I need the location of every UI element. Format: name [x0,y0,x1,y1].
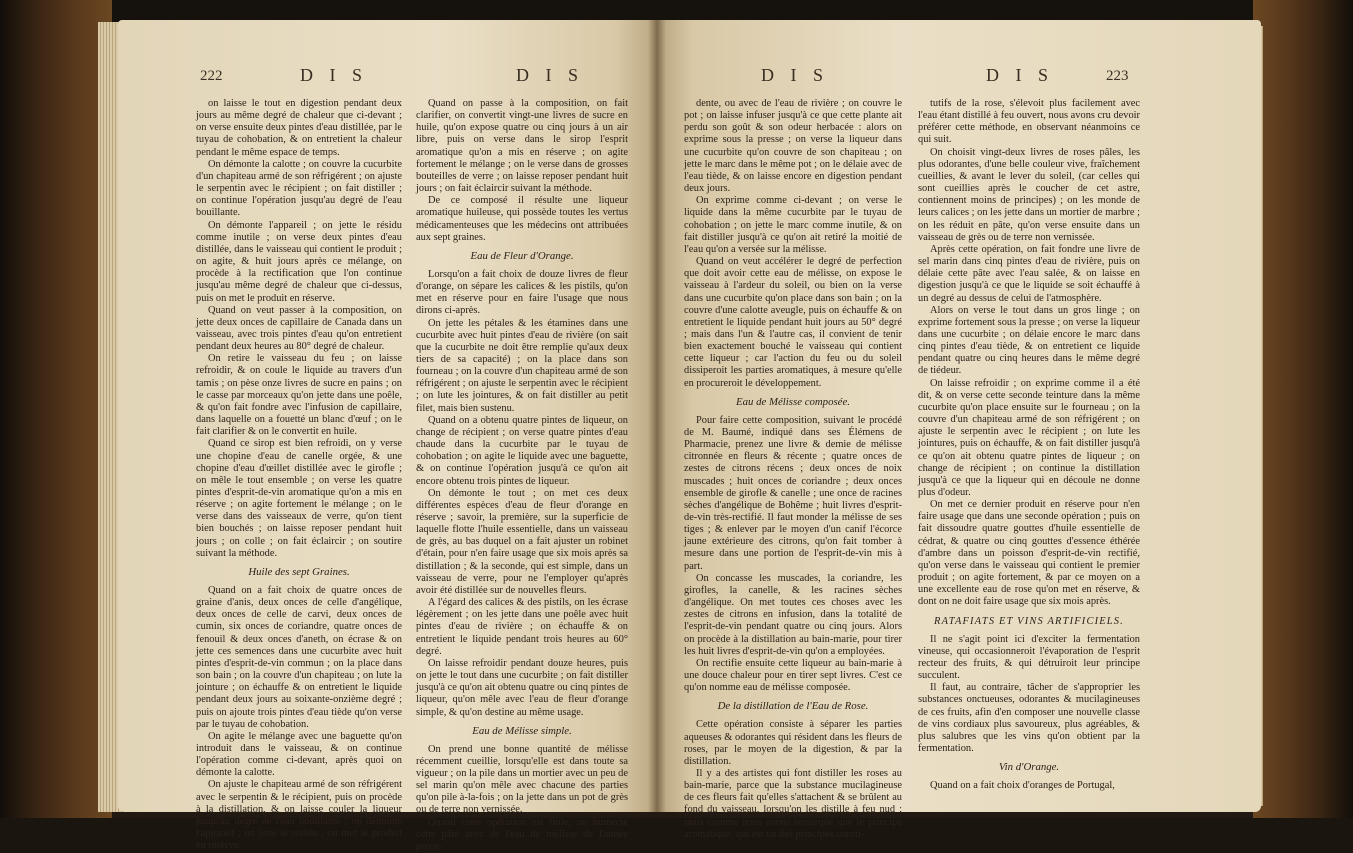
paragraph: On démonte l'appareil ; on jette le résidu comme inutile ; on verse deux pintes d'eau distillée, dans le vaisseau qui contient le produit ; on agite, & huit jours après ce mélange, on procède à la rectification que l'on continue jusqu'au même degré de chaleur que ci-dessus, puis on met le produit en réserve. [196,219,402,304]
section-heading: Huile des sept Graines. [248,565,350,578]
paragraph: Cette opération consiste à séparer les parties aqueuses & odorantes qui résident dans les fleurs de roses, par le moyen de la digestion, & par la distillation. [684,719,902,767]
running-head-right-col1: D I S [761,65,830,85]
left-page [118,20,658,852]
paragraph: On exprime comme ci-devant ; on verse le liquide dans la même cucurbite par le tuyau de cohobation ; on jette le marc comme inutile, & on fait distiller jusqu'à ce qu'on ait retiré la moitié de l'eau qu'on a versée sur la mélisse. [684,195,902,255]
page-number-left: 222 [200,68,223,84]
paragraph: Il y a des artistes qui font distiller les roses au bain-marie, parce que la substance mucilagineuse de ces fleurs fait qu'elles s'attachent & se brûlent au fond du vaisseau, lorsqu'on les distille à feu nud ; mais comme nous avons remarqué que le principe aromatique, qui est un des principes consti- [684,767,902,840]
book-cover-right [1253,0,1353,818]
paragraph: On concasse les muscades, la coriandre, les girofles, la canelle, & les racines sèches d'angélique. On met toutes ces choses avec les zestes de citrons en infusion, dans la totalité de l'esprit-de-vin pendant quatre ou cinq jours. Alors on procède à la distillation au bain-marie, pour tirer les huit livres d'esprit-de-vin qu'on a employées. [684,572,902,657]
paragraph: On rectifie ensuite cette liqueur au bain-marie à une douce chaleur pour en tirer sept livres. C'est ce qu'on nomme eau de mélisse composée. [684,657,902,694]
section-heading: Vin d'Orange. [998,761,1060,774]
paragraph: On retire le vaisseau du feu ; on laisse refroidir, & on coule le liquide au travers d'un tamis ; on pèse onze livres de sucre en pains ; on le casse par morceaux qu'on jette dans une poêle, & qu'on fait fondre avec l'infusion de capillaire, dans laquelle on a fouetté un blanc d'œuf ; on le fait clarifier & on le convertit en huile. [196,353,402,438]
right-page [656,20,1261,840]
paragraph: Quand on a fait choix d'oranges de Portugal, [930,780,1115,792]
book-gutter [648,20,666,812]
paragraph: On laisse refroidir pendant douze heures, puis on jette le tout dans une cucurbite ; on fait distiller jusqu'à ce qu'on ait obtenu quatre ou cinq pintes de liqueur, qu'on mêle avec l'eau de fleur d'orange simple, & qu'on destine au même usage. [416,657,628,718]
paragraph: Quand on veut accélérer le degré de perfection que doit avoir cette eau de mélisse, on expose le vaisseau à l'ardeur du soleil, ou bien on la verse dans une cucurbite qu'on place dans son bain ; on la couvre d'une calotte aveugle, puis on échauffe & on entretient le liquide pendant huit jours au 50° degré ; mais dans l'un & l'autre cas, il convient de tenir bien exactement bouché le vaisseau qui contient cette liqueur ; car l'action du feu ou du soleil dissiperoit les parties aromatiques, à mesure qu'elle en procureroit le développement. [684,256,902,389]
section-heading: RATAFIATS ET VINS ARTIFICIELS. [934,615,1124,627]
paragraph: On jette les pétales & les étamines dans une cucurbite avec huit pintes d'eau de rivière (on sait que la cucurbite ne doit être remplie qu'aux deux tiers de sa capacité) ; on la place dans son fourneau ; on la couvre d'un chapiteau armé de son réfrigérent ; on ajuste le serpentin avec le récipient ; on lute les jointures, & on fait distiller au petit filet, mais bien sustenu. [416,317,628,414]
paragraph: Il ne s'agit point ici d'exciter la fermentation vineuse, qui occasionneroit l'évaporation de l'esprit recteur des fruits, & qui détruiroit leur principe succulent. [918,633,1140,682]
paragraph: Quand on a obtenu quatre pintes de liqueur, on change de récipient ; on verse quatre pintes d'eau chaude dans la cucurbite par le tuyau de cohobation ; on agite le liquide avec une baguette, & on continue l'opération jusqu'à ce qu'on ait encore obtenu trois pintes de liqueur. [416,414,628,487]
left-page-column-1 [196,98,402,852]
paragraph: On démonte la calotte ; on couvre la cucurbite d'un chapiteau armé de son réfrigérent ; on ajuste le serpentin avec le récipient ; on fait distiller ; on continue l'opération jusqu'au degré de l'eau bouillante. [196,158,402,219]
running-head-left-col1: D I S [300,65,369,85]
left-page-column-2 [416,98,628,852]
paragraph: On laisse refroidir ; on exprime comme il a été dit, & on verse cette seconde teinture dans la même cucurbite qu'on place ensuite sur le fourneau ; on la couvre d'un chapiteau armé de son réfrigérent ; on ajuste le serpentin avec le récipient ; on lute les jointures, puis on échauffe, & on fait distiller jusqu'à ce qu'on ait obtenu quatre pintes de liqueur ; on change de récipient ; on continue la distillation jusqu'à ce que la liqueur qui en découle ne donne plus d'odeur. [918,377,1140,498]
paragraph: A l'égard des calices & des pistils, on les écrase légèrement ; on les jette dans une poêle avec huit pintes d'eau de rivière ; on échauffe & on entretient le liquide pendant trois heures au 60° degré. [416,597,628,657]
paragraph: De ce composé il résulte une liqueur aromatique huileuse, qui possède toutes les vertus médicamenteuses que les médecins ont attribuées aux sept graines. [416,195,628,243]
paragraph: tutifs de la rose, s'élevoit plus facilement avec l'eau étant distillé à feu ouvert, nous avons cru devoir préférer cette méthode, en observant néanmoins ce qui suit. [918,98,1140,146]
book-cover-left [0,0,112,818]
right-page-column-1 [684,98,902,840]
paragraph: On démonte le tout ; on met ces deux différentes espèces d'eau de fleur d'orange en réserve ; savoir, la première, sur la superficie de laquelle flotte l'huile essentielle, dans un vaisseau de grès, au bas duquel on a fait ajuster un robinet d'étain, pour n'en faire usage que six mois après sa distillation ; & la seconde, qui est simple, dans un vaisseau de verre, pour ne l'employer qu'après avoir été distillée sur de nouvelles fleurs. [416,487,628,596]
paragraph: On choisit vingt-deux livres de roses pâles, les plus odorantes, d'une belle couleur vive, fraîchement cueillies, & avant le lever du soleil, (car celles qui sont cueillies après le coucher de cet astre, contiennent moins de principes) ; on les monde de leurs calices ; on les jette dans un mortier de marbre ; on les réduit en pâte, qu'on verse ensuite dans un vaisseau de grès ou de terre non vernissée. [918,146,1140,243]
running-head-left-col2: D I S [516,65,585,85]
section-heading: Eau de Mélisse composée. [736,395,850,408]
paragraph: On met ce dernier produit en réserve pour n'en faire usage que dans une seconde opération ; puis on fait dissoudre quatre gouttes d'huile essentielle de cédrat, & quatre ou cinq gouttes d'essence éthérée d'ambre dans un poisson d'esprit-de-vin rectifié, qu'on verse dans le vaisseau qui contient le premier produit ; on agite fortement, & par ce moyen on a une excellente eau de rose qu'on met en réserve, & dont on ne doit faire usage que six mois après. [918,499,1140,608]
section-heading: Eau de Fleur d'Orange. [470,249,574,262]
paragraph: on laisse le tout en digestion pendant deux jours au même degré de chaleur que ci-devant ; on verse ensuite deux pintes d'eau distillée, par le tuyau de cohobation, & on entretient la chaleur pendant le même espace de temps. [196,98,402,158]
paragraph: Quand on veut passer à la composition, on jette deux onces de capillaire de Canada dans un vaisseau, avec trois pintes d'eau qu'on entretient pendant deux heures au 80° degré de chaleur. [196,304,402,353]
paragraph: On agite le mélange avec une baguette qu'on introduit dans le vaisseau, & on continue l'opération comme ci-devant, après quoi on démonte la calotte. [196,730,402,779]
paragraph: Quand on passe à la composition, on fait clarifier, on convertit vingt-une livres de sucre en huile, qu'on expose quatre ou cinq jours à un air libre, puis on verse dans le sirop l'esprit aromatique qu'on a mis en réserve ; on agite fortement le mélange ; on le verse dans de grosses bouteilles de verre ; on laisse reposer pendant huit jours ; on fait éclaircir suivant la méthode. [416,98,628,195]
section-heading: De la distillation de l'Eau de Rose. [717,700,869,713]
running-head-right-col2: D I S [986,65,1055,85]
paragraph: Pour faire cette composition, suivant le procédé de M. Baumé, indiqué dans ses Élémens de Pharmacie, prenez une livre & demie de mélisse citronnée en fleurs & récente ; quatre onces de zestes de citrons récens ; deux onces de noix muscades ; huit onces de coriandre ; deux onces ensemble de girofle & canelle ; une once de racines sèches d'angélique de Bohême ; huit livres d'esprit-de-vin très-rectifié. Il faut monder la mélisse de ses tiges ; & enlever par le moyen d'un canif l'écorce jaune extérieure des citrons, qu'on fait tomber à mesure dans une portion de l'esprit-de-vin mis à part. [684,414,902,572]
paragraph: On ajuste le chapiteau armé de son réfrigérent avec le serpentin & le récipient, puis on procède à la distillation, & on laisse couler la liqueur jusqu'au degré de l'eau bouillante ; on démonte l'appareil ; on jette le résidu ; on met le produit en réserve. [196,779,402,852]
paragraph: Quand on a fait choix de quatre onces de graine d'anis, deux onces de celle d'angélique, deux onces de celle de carvi, deux onces de cumin, six onces de coriandre, quatre onces de fenouil & deux onces d'aneth, on écrase & on jette ces semences dans une cucurbite avec huit pintes d'esprit-de-vin commun ; on la place dans son bain ; on la couvre d'un chapiteau ; on lute la jointure ; on échauffe & on entretient le liquide pendant deux jours au soixante-onzième degré ; puis on ajoute trois pintes d'eau tiède qu'on verse par le tuyau de cohobation. [196,584,402,730]
paragraph: Après cette opération, on fait fondre une livre de sel marin dans cinq pintes d'eau de rivière, puis on délaie cette pâte avec l'eau salée, & on laisse en digestion jusqu'à ce que le liquide se soit échauffé à un degré au dessus de celui de l'atmosphère. [918,243,1140,304]
page-number-right: 223 [1106,68,1129,84]
paragraph: dente, ou avec de l'eau de rivière ; on couvre le pot ; on laisse infuser jusqu'à ce que cette plante ait perdu son goût & son odeur herbacée : alors on exprime sous la presse ; on verse la liqueur dans une cucurbite qu'on couvre de son chapiteau ; on jette le marc dans le même pot ; on le délaie avec de l'eau tiède, & on laisse encore en digestion pendant deux jours. [684,98,902,195]
paragraph: Lorsqu'on a fait choix de douze livres de fleur d'orange, on sépare les calices & les pistils, qu'on met en réserve pour en faire l'usage que nous dirons ci-après. [416,268,628,317]
right-page-column-2 [918,98,1140,808]
paragraph: Quand cette opération est finie, on humecte cette pâte avec de l'eau de mélisse de l'année précé- [416,816,628,852]
paragraph: Alors on verse le tout dans un gros linge ; on exprime fortement sous la presse ; on verse la liqueur dans une cucurbite ; on délaie encore le marc dans cinq pintes d'eau tiède, & on entretient ce liquide pendant quatre ou cinq heures dans le même degré de tiédeur. [918,304,1140,377]
section-heading: Eau de Mélisse simple. [472,724,572,737]
paragraph: Il faut, au contraire, tâcher de s'approprier les substances onctueuses, odorantes & mucilagineuses de ces fruits, afin d'en composer une nouvelle classe de vins cordiaux plus savoureux, plus agréables, & plus salubres que les vins qu'on obtient par la fermentation. [918,682,1140,754]
paragraph: Quand ce sirop est bien refroidi, on y verse une chopine d'eau de canelle orgée, & une chopine d'eau d'œillet distillée avec le girofle ; on mêle le tout ensemble ; on verse les quatre pintes d'esprit-de-vin aromatique qu'on a mis en réserve ; on agite fortement le mélange ; on le verse dans des vaisseaux de verre, qu'on tient bien bouchés ; on laisse reposer pendant huit jours ; on colle ; on fait éclaircir ; on soutire suivant la méthode. [196,438,402,559]
paragraph: On prend une bonne quantité de mélisse récemment cueillie, lorsqu'elle est dans toute sa vigueur ; on la pile dans un mortier avec un peu de sel marin qu'on mêle avec chacune des parties qu'on pile à-la-fois ; on la jette dans un pot de grès ou de terre non vernissée. [416,743,628,816]
